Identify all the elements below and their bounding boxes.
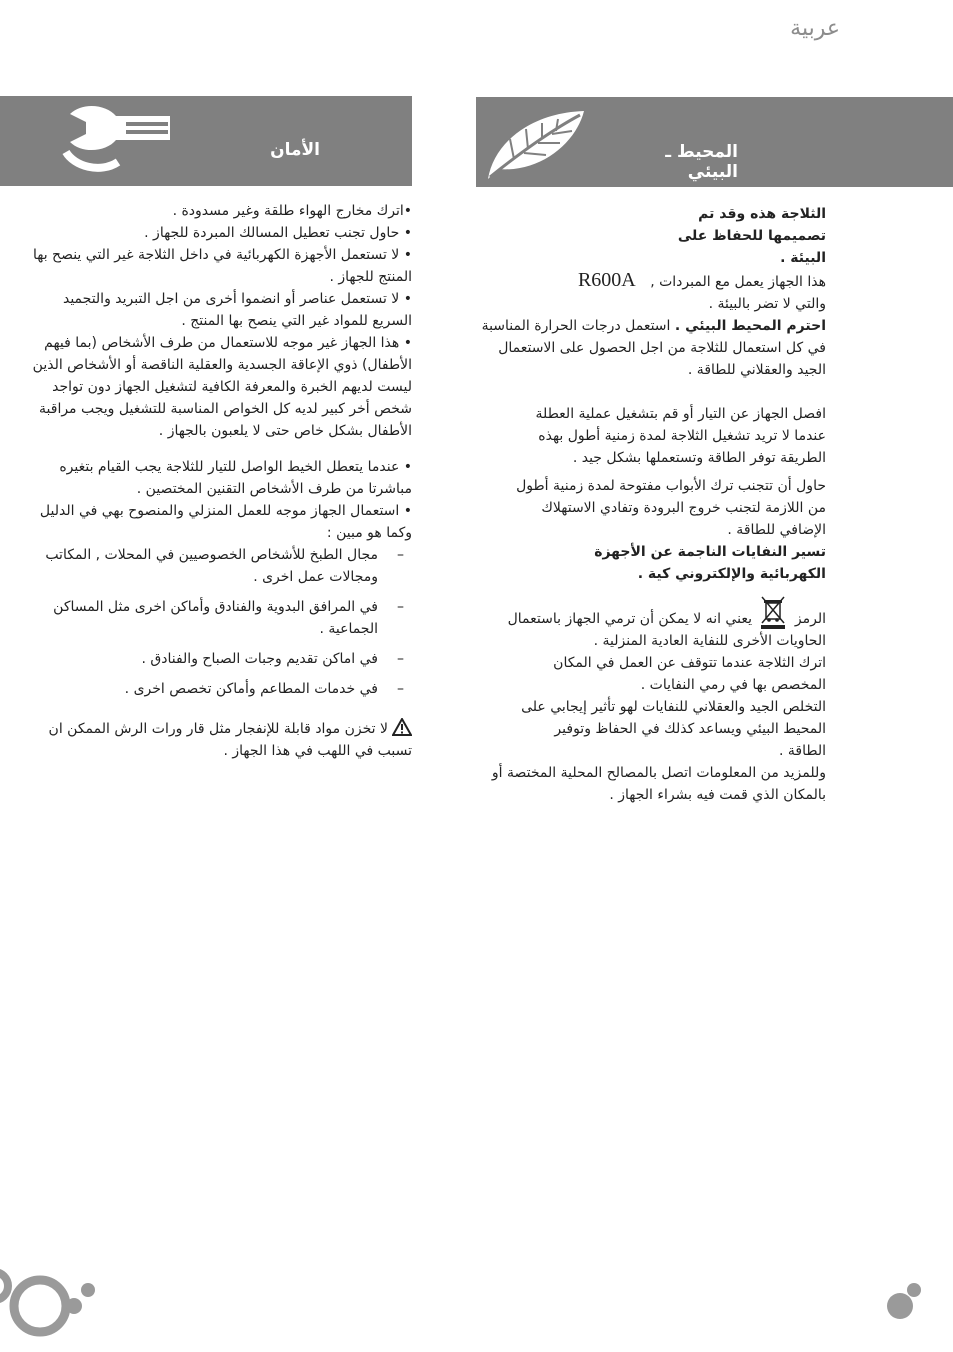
- safety-bullet-4: • لا تستعمل عناصر أو انضموا أخرى من اجل التبريد والتجميد السريع للمواد غير التي ينصح بها المنتج .: [62, 291, 412, 329]
- respect-text: استعمل درجات الحرارة المناسبة في كل استعمال للثلاجة من اجل الحصول على الاستعمال الجيد والعقلاني للطاقة .: [481, 318, 826, 378]
- warning-triangle-icon: [392, 718, 412, 736]
- use-sub-item-4: [28, 678, 412, 700]
- safety-bullet-2: • حاول تجنب تعطيل المسالك المبردة للجهاز .: [144, 225, 412, 241]
- language-label: عربية: [790, 16, 840, 41]
- symbol-text-b: يعني انه لا يمكن أن ترمي الجهاز باستعمال الحاويات الأخرى للنفاية العادية المنزلية .: [507, 611, 826, 649]
- leave-paragraph: اترك الثلاجة عندما تتوقف عن العمل في المكان المخصص بها في رمي النفايات .: [553, 655, 826, 693]
- refrigerant-code: R600A: [577, 269, 636, 291]
- sub-dash: –: [397, 547, 404, 563]
- respect-label: احترم المحيط البيئي .: [674, 318, 826, 334]
- use-sub-item-2: [28, 596, 412, 640]
- design-heading: الثلاجة هذه وقد تم تصميمها للحفاظ على البيئة .: [677, 206, 826, 266]
- weee-heading: تسير النفايات الناجمة عن الأجهزة الكهربائية والإلكتروني كية .: [594, 544, 826, 582]
- wrench-icon: [60, 104, 180, 176]
- doors-paragraph: حاول أن تتجنب ترك الأبواب مفتوحة لمدة زمنية أطول من اللازمة لتجنب خروج البرودة وتفادي الاستهلاك الإضافي للطاقة .: [516, 478, 826, 538]
- decorative-dots: [880, 1280, 930, 1330]
- info-paragraph: وللمزيد من المعلومات اتصل بالمصالح المحلية المختصة أو بالمكان الذي قمت فيه بشراء الجهاز .: [491, 765, 826, 803]
- safety-banner: [0, 96, 412, 186]
- refrigerant-note: [468, 269, 826, 315]
- environment-section: [468, 203, 826, 806]
- safety-title: الأمان: [270, 140, 320, 160]
- crossed-bin-icon: [760, 595, 786, 629]
- use-sub-item-1: [28, 544, 412, 588]
- refrigerant-text-a: هذا الجهاز يعمل مع المبردات ,: [650, 274, 826, 290]
- safety-bullet-3: • لا تستعمل الأجهزة الكهربائية في داخل الثلاجة غير التي ينصح بها المنتج للجهاز .: [32, 247, 412, 285]
- symbol-paragraph: [468, 585, 826, 652]
- warning-text: لا تخزن مواد قابلة للإنفجار مثل قار ورات الرش الممكن ان تسبب في اللهب في هذا الجهاز .: [48, 721, 412, 759]
- sub-item-text: في المرافق البدوية والفنادق وأماكن اخرى مثل المساكن الجماعية .: [53, 599, 378, 637]
- refrigerant-text-b: والتي لا تضر بالبيئة .: [708, 296, 826, 312]
- sub-dash: –: [397, 681, 404, 697]
- symbol-text-a: الرمز: [794, 611, 826, 627]
- sub-item-text: في اماكن تقديم وجبات الصباح والفنادق .: [141, 651, 378, 667]
- safety-bullet-7: • استعمال الجهاز موجه للعمل المنزلي والمنصوح بهي في الدليل وكما هو مبين :: [39, 503, 412, 541]
- environment-title: المحيط ـ البيئي: [665, 142, 738, 182]
- unplug-paragraph: افصل الجهاز عن التيار أو قم بتشغيل عملية العطلة عندما لا تريد تشغيل الثلاجة لمدة زمنية أطول بهذه الطريقة توفر الطاقة وتستعملها بشكل جيد .: [535, 406, 826, 466]
- leaf-icon: [480, 103, 590, 183]
- sub-dash: –: [397, 599, 404, 615]
- sub-item-text: مجال الطبخ للأشخاص الخصوصيين في المحلات , المكاتب ومجالات عمل اخرى .: [45, 547, 378, 585]
- safety-bullet-6: • عندما يتعطل الخيط الواصل للتيار للثلاجة يجب القيام بتغيره مباشرتا من طرف الأشخاص التقنين المختصين .: [59, 459, 412, 497]
- disposal-paragraph: التخلص الجيد والعقلاني للنفايات لهو تأثير إيجابي على المحيط البيئي ويساعد كذلك في الحفاظ وتوفير الطاقة .: [521, 699, 826, 759]
- environment-banner: [476, 97, 953, 187]
- sub-item-text: في خدمات المطاعم وأماكن تخصص اخرى .: [124, 681, 378, 697]
- use-sub-item-3: [28, 648, 412, 670]
- decorative-circles: [0, 1260, 110, 1352]
- respect-paragraph: [468, 315, 826, 381]
- sub-dash: –: [397, 651, 404, 667]
- safety-bullet-5: • هذا الجهاز غير موجه للاستعمال من طرف الأشخاص (بما فيهم الأطفال) ذوي الإعاقة الجسدية والعقلية الناقصة أو الأشخاص الذين ليست لديهم الخبرة والمعرفة الكافية لتشغيل الجهاز دون تواجد شخص أخر كبير لديه كل الخواص المناسبة للتشغيل ويجب مراقبة الأطفال بشكل خاص حتى لا يلعبون بالجهاز .: [32, 335, 412, 439]
- safety-bullet-1: •اترك مخارج الهواء طلقة وغير مسدودة .: [172, 203, 412, 219]
- explosive-warning: [28, 718, 412, 762]
- safety-section: [28, 200, 412, 762]
